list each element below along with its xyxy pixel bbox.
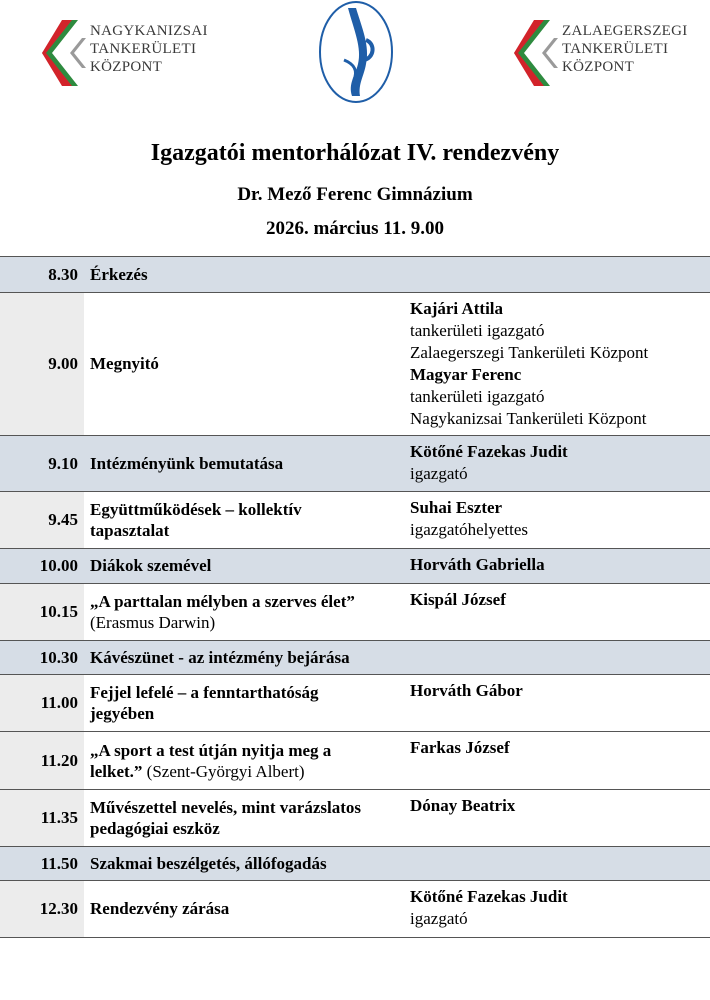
schedule-person — [404, 257, 710, 293]
schedule-time: 9.10 — [0, 436, 84, 492]
schedule-person — [404, 584, 710, 641]
schedule-person — [404, 436, 710, 492]
person-role: tankerületi igazgató — [410, 321, 545, 340]
event-venue: Dr. Mező Ferenc Gimnázium — [237, 184, 473, 205]
schedule-time: 8.30 — [0, 257, 84, 293]
person-name: Farkas József — [410, 738, 510, 757]
schedule-topic: Rendezvény zárása — [84, 881, 404, 938]
schedule-topic: Diákok szemével — [84, 549, 404, 584]
schedule-topic: Megnyitó — [84, 293, 404, 436]
person-name: Horváth Gábor — [410, 681, 523, 700]
schedule-row — [0, 675, 710, 732]
schedule-time: 11.35 — [0, 790, 84, 847]
event-title: Igazgatói mentorhálózat IV. rendezvény — [150, 140, 560, 166]
person-name: Horváth Gabriella — [410, 555, 545, 574]
schedule-row — [0, 436, 710, 492]
schedule-time: 9.00 — [0, 293, 84, 436]
person-organization: Zalaegerszegi Tankerületi Központ — [410, 343, 649, 362]
schedule-person — [404, 293, 710, 436]
schedule-row — [0, 881, 710, 938]
schedule-row — [0, 584, 710, 641]
schedule-row — [0, 492, 710, 549]
zalaegerszeg-logo — [510, 18, 710, 88]
schedule-time: 12.30 — [0, 881, 84, 938]
schedule-person — [404, 675, 710, 732]
person-name: Kispál József — [410, 590, 506, 609]
event-date: 2026. március 11. 9.00 — [265, 218, 445, 239]
schedule-person — [404, 492, 710, 549]
schedule-person — [404, 790, 710, 847]
schedule-row — [0, 732, 710, 790]
schedule-topic: Művészettel nevelés, mint varázslatos pedagógiai eszköz — [84, 790, 404, 847]
schedule-time: 11.00 — [0, 675, 84, 732]
schedule-row — [0, 847, 710, 881]
schedule-row — [0, 790, 710, 847]
person-role: igazgató — [410, 464, 468, 483]
person-name: Kötőné Fazekas Judit — [410, 442, 568, 461]
schedule-row — [0, 257, 710, 293]
schedule-person — [404, 881, 710, 938]
person-role: tankerületi igazgató — [410, 387, 545, 406]
schedule-topic: „A parttalan mélyben a szerves élet” (Erasmus Darwin) — [84, 584, 404, 641]
person-name: Dónay Beatrix — [410, 796, 516, 815]
schedule-time: 11.20 — [0, 732, 84, 790]
schedule-topic: Szakmai beszélgetés, állófogadás — [84, 847, 710, 881]
schedule-topic: Együttműködések – kollektív tapasztalat — [84, 492, 404, 549]
schedule-time: 10.00 — [0, 549, 84, 584]
zalaegerszeg-logo-text: ZALAEGERSZEGI TANKERÜLETI KÖZPONT — [562, 23, 688, 75]
nagykanizsa-logo — [38, 18, 238, 88]
tankerulet-chevron-icon — [38, 18, 86, 88]
school-emblem-icon — [318, 0, 394, 104]
schedule-time: 11.50 — [0, 847, 84, 881]
schedule-topic: Fejjel lefelé – a fenntarthatóság jegyében — [84, 675, 404, 732]
schedule-row — [0, 641, 710, 675]
person-name: Magyar Ferenc — [410, 365, 522, 384]
schedule-time: 10.15 — [0, 584, 84, 641]
schedule-table — [0, 256, 710, 938]
schedule-time: 9.45 — [0, 492, 84, 549]
schedule-time: 10.30 — [0, 641, 84, 675]
schedule-person — [404, 549, 710, 584]
person-role: igazgató — [410, 909, 468, 928]
person-organization: Nagykanizsai Tankerületi Központ — [410, 409, 647, 428]
schedule-topic: „A sport a test útján nyitja meg a lelket.” (Szent-Györgyi Albert) — [84, 732, 404, 790]
person-name: Kötőné Fazekas Judit — [410, 887, 568, 906]
schedule-topic: Érkezés — [84, 257, 404, 293]
schedule-topic: Kávészünet - az intézmény bejárása — [84, 641, 710, 675]
schedule-topic: Intézményünk bemutatása — [84, 436, 404, 492]
person-name: Suhai Eszter — [410, 498, 503, 517]
tankerulet-chevron-icon — [510, 18, 558, 88]
nagykanizsa-logo-text: NAGYKANIZSAI TANKERÜLETI KÖZPONT — [90, 23, 208, 75]
schedule-person — [404, 732, 710, 790]
schedule-row — [0, 293, 710, 436]
person-name: Kajári Attila — [410, 299, 504, 318]
person-role: igazgatóhelyettes — [410, 520, 529, 539]
schedule-row — [0, 549, 710, 584]
